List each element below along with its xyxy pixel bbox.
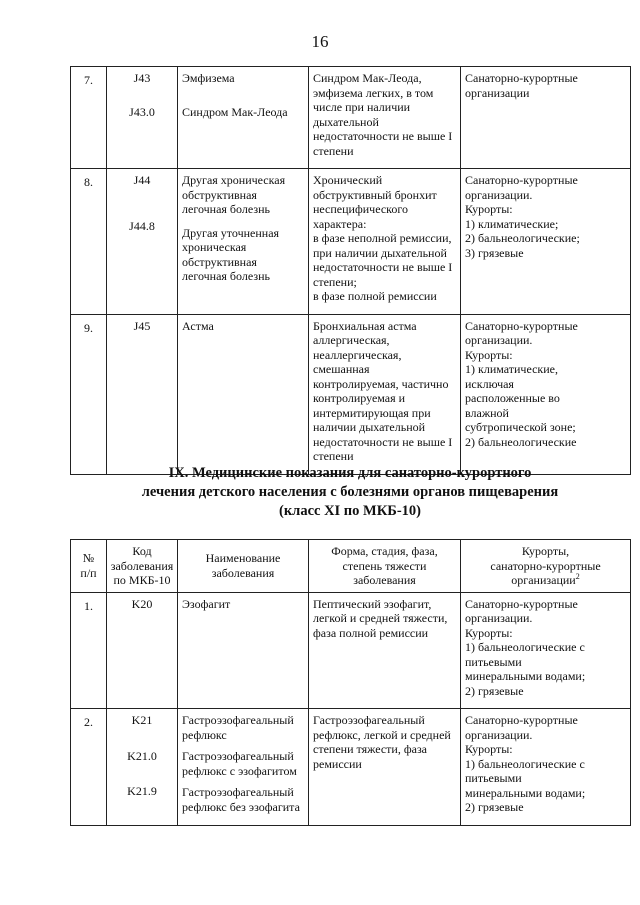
resort-line: Санаторно-курортные [465, 173, 578, 187]
form-line: степени [313, 143, 354, 158]
resort-line: питьевыми [465, 654, 522, 669]
header-line: № [82, 551, 95, 566]
header-line: п/п [80, 565, 97, 580]
form-line: наличии дыхательной [313, 420, 426, 434]
icd-code-cell [107, 592, 178, 709]
row-number: 1. [71, 592, 107, 709]
form-line: рефлюкс, легкой и средней [313, 727, 451, 742]
disease-name: рефлюкс [182, 727, 227, 742]
disease-name: рефлюкс без эзофагита [182, 799, 300, 814]
resort-line: 1) климатические; [465, 216, 559, 231]
form-line: степени; [313, 274, 357, 289]
table-row [71, 592, 631, 709]
disease-name-cell [178, 67, 309, 169]
form-line: интермитирующая при [313, 405, 431, 420]
resort-line: влажной [465, 405, 509, 420]
disease-name: Эзофагит [182, 596, 231, 611]
form-line: смешанная [313, 362, 370, 376]
page-number: 16 [311, 32, 329, 51]
resort-line: организации. [465, 727, 533, 742]
header-line: заболевания [110, 558, 174, 573]
row-number: 9. [71, 314, 107, 474]
form-line: степени тяжести, фаза [313, 742, 428, 756]
resort-line: Курорты: [465, 625, 513, 640]
section-heading-line: (класс XI по МКБ-10) [279, 503, 421, 519]
icd-code-cell [107, 314, 178, 474]
header-resorts [461, 540, 631, 593]
header-line: степень тяжести [342, 558, 427, 573]
form-line: фаза полной ремиссии [313, 625, 429, 640]
table-row [71, 314, 631, 474]
form-line: неспецифического [313, 202, 408, 216]
form-line: недостаточности не выше I [313, 129, 453, 143]
resort-line: 1) климатические, [465, 362, 558, 376]
resorts-cell [461, 592, 631, 709]
resort-line: Курорты: [465, 202, 513, 216]
form-line: недостаточности не выше I [313, 260, 453, 274]
header-line: Наименование [205, 551, 281, 566]
form-line: недостаточности не выше I [313, 434, 453, 449]
form-line: неаллергическая, [313, 347, 402, 362]
icd-code: J43.0 [129, 104, 155, 119]
icd-code: K21.0 [127, 748, 157, 763]
resort-line: организации. [465, 333, 533, 347]
resort-line: минеральными водами; [465, 669, 586, 683]
resorts-cell [461, 709, 631, 826]
resort-line: питьевыми [465, 771, 522, 785]
disease-name: обструктивная [182, 254, 257, 269]
resort-line: 2) бальнеологические; [465, 231, 580, 245]
header-line: Курорты, [521, 544, 570, 558]
form-line: дыхательной [313, 114, 379, 129]
disease-name-cell [178, 709, 309, 826]
section-heading-line: IX. Медицинские показания для санаторно-курортного [168, 465, 532, 481]
disease-name: рефлюкс с эзофагитом [182, 763, 297, 778]
resort-line: Санаторно-курортные [465, 713, 578, 727]
icd-code: K20 [131, 596, 153, 611]
icd-code: K21.9 [127, 784, 157, 798]
disease-form-cell [309, 592, 461, 709]
header-line: санаторно-курортные [490, 558, 601, 573]
form-line: при наличии дыхательной [313, 245, 447, 260]
disease-name: Эмфизема [182, 71, 235, 85]
header-name [178, 540, 309, 593]
resort-line: 3) грязевые [465, 245, 524, 260]
form-line: ремиссии [313, 756, 362, 771]
table-header-row [71, 540, 631, 593]
disease-name: Гастроэзофагеальный [182, 785, 294, 799]
disease-name-cell [178, 169, 309, 315]
form-line: в фазе полной ремиссии [313, 289, 437, 303]
resort-line: исключая [465, 376, 514, 391]
header-line [464, 573, 627, 588]
form-line: Гастроэзофагеальный [313, 713, 425, 727]
icd-code-cell [107, 169, 178, 315]
resort-line: 2) бальнеологические [465, 434, 577, 449]
disease-name: легочная болезнь [182, 202, 270, 216]
disease-name-cell [178, 592, 309, 709]
icd-code: J45 [133, 318, 151, 333]
table-row [71, 709, 631, 826]
disease-name-cell [178, 314, 309, 474]
row-number: 8. [71, 169, 107, 315]
form-line: Хронический [313, 173, 383, 187]
footnote-marker: 2 [575, 572, 580, 581]
section-heading-line: лечения детского населения с болезнями органов пищеварения [141, 484, 559, 500]
disease-name: легочная болезнь [182, 269, 270, 283]
resort-line: 1) бальнеологические с [465, 640, 585, 654]
icd-code: K21 [131, 713, 153, 727]
table-respiratory [70, 66, 631, 475]
form-line: легкой и средней тяжести, [313, 611, 448, 625]
resort-line: Курорты: [465, 347, 513, 362]
resorts-cell [461, 67, 631, 169]
form-line: эмфизема легких, в том [313, 85, 434, 100]
header-number [71, 540, 107, 593]
resort-line: минеральными водами; [465, 785, 586, 800]
row-number: 2. [71, 709, 107, 826]
header-line: по МКБ-10 [113, 573, 171, 587]
row-number: 7. [71, 67, 107, 169]
resort-line: 2) грязевые [465, 683, 524, 698]
disease-name: обструктивная [182, 187, 257, 202]
disease-name: Гастроэзофагеальный [182, 749, 294, 763]
header-form [309, 540, 461, 593]
header-code [107, 540, 178, 593]
disease-name: Гастроэзофагеальный [182, 713, 294, 727]
icd-code: J44.8 [129, 218, 155, 233]
form-line: в фазе неполной ремиссии, [313, 231, 452, 245]
header-line: Код [132, 544, 152, 558]
table-row [71, 169, 631, 315]
icd-code: J43 [133, 71, 151, 85]
resort-line: Курорты: [465, 742, 513, 756]
resort-line: организации [465, 85, 530, 100]
form-line: Синдром Мак-Леода, [313, 71, 422, 85]
form-line: характера: [313, 216, 367, 231]
form-line: Бронхиальная астма [313, 318, 417, 333]
resort-line: организации. [465, 611, 533, 625]
disease-name: Другая уточненная [182, 225, 280, 240]
form-line: степени [313, 449, 354, 463]
header-text: организации [511, 573, 576, 587]
disease-form-cell [309, 169, 461, 315]
resort-line: Санаторно-курортные [465, 318, 578, 333]
resort-line: Санаторно-курортные [465, 71, 578, 85]
table-row [71, 67, 631, 169]
resort-line: Санаторно-курортные [465, 596, 578, 611]
resorts-cell [461, 169, 631, 315]
form-line: контролируемая, частично [313, 376, 449, 391]
disease-form-cell [309, 709, 461, 826]
header-line: заболевания [353, 573, 416, 587]
disease-form-cell [309, 314, 461, 474]
icd-code-cell [107, 709, 178, 826]
section-heading [80, 464, 620, 521]
resort-line: организации. [465, 187, 533, 202]
disease-name: хроническая [182, 240, 247, 254]
resort-line: субтропической зоне; [465, 420, 576, 434]
disease-name: Синдром Мак-Леода [182, 104, 288, 119]
disease-name: Другая хроническая [182, 173, 286, 187]
resort-line: 2) грязевые [465, 800, 524, 814]
form-line: аллергическая, [313, 333, 390, 347]
disease-name: Астма [182, 318, 214, 333]
icd-code: J44 [133, 173, 151, 187]
form-line: Пептический эзофагит, [313, 596, 432, 611]
icd-code-cell [107, 67, 178, 169]
form-line: контролируемая и [313, 391, 406, 405]
disease-form-cell [309, 67, 461, 169]
resort-line: расположенные во [465, 391, 560, 405]
form-line: числе при наличии [313, 100, 411, 114]
header-line: заболевания [211, 565, 275, 580]
resort-line: 1) бальнеологические с [465, 756, 585, 771]
table-digestive [70, 539, 631, 826]
form-line: обструктивный бронхит [313, 187, 437, 202]
header-line: Форма, стадия, фаза, [331, 544, 438, 558]
resorts-cell [461, 314, 631, 474]
